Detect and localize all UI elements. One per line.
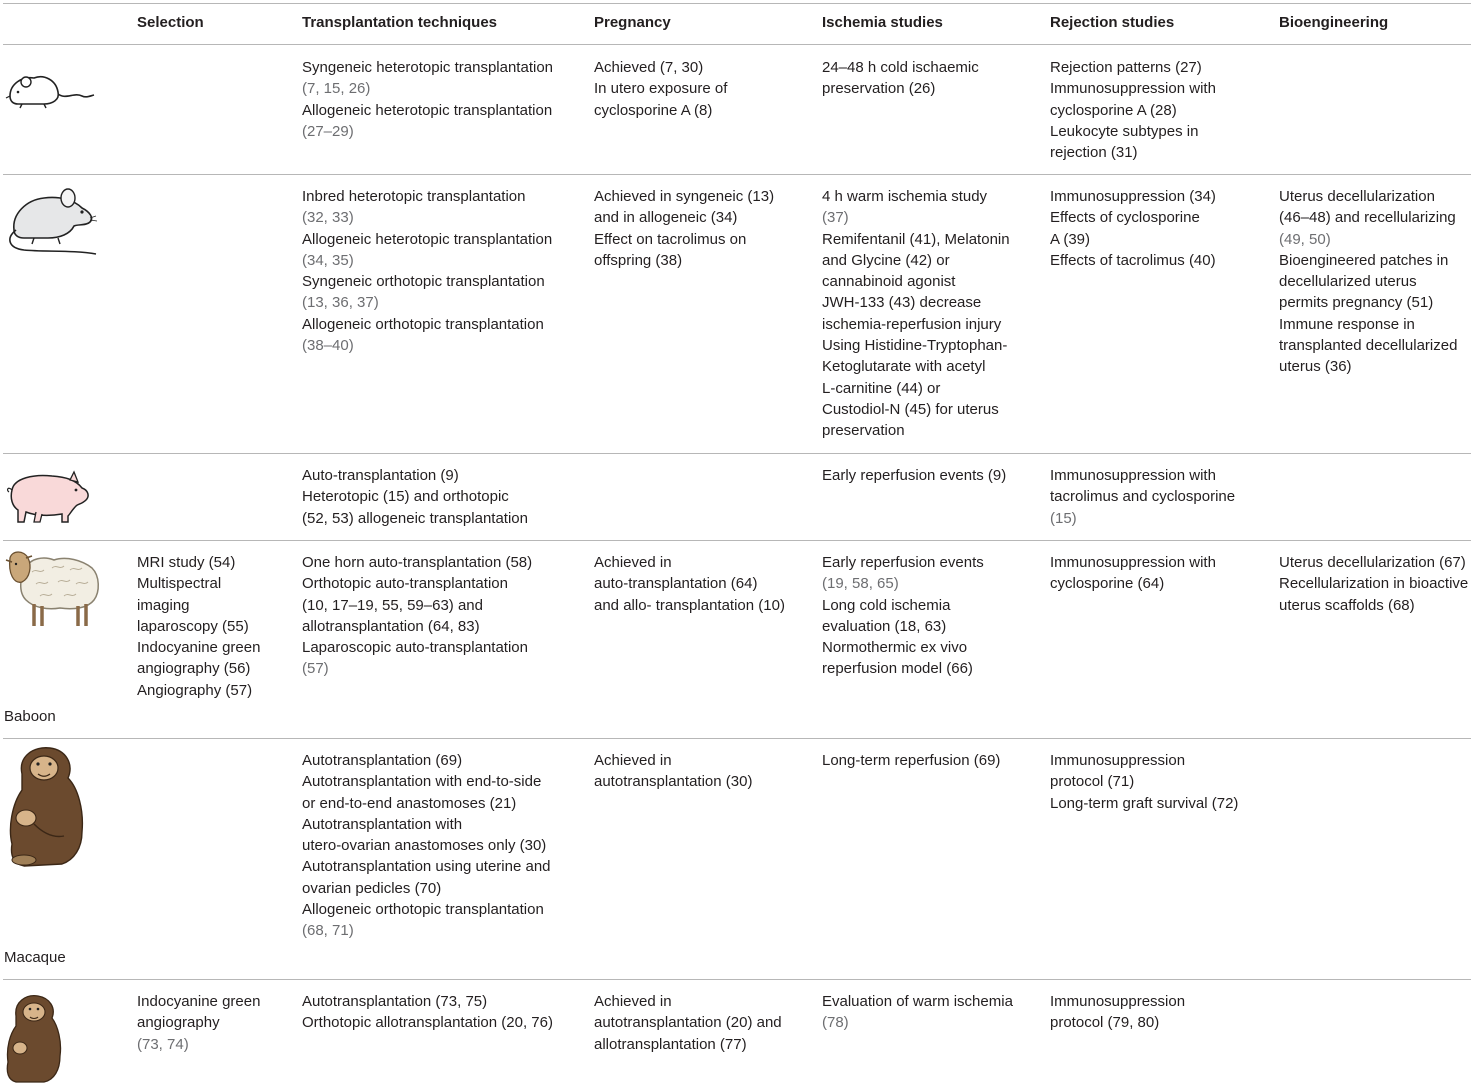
cell-r1-ischemia: 24–48 h cold ischaemic preservation (26) — [822, 59, 979, 98]
cell-r6-ischemia: Evaluation of warm ischemia (78) — [822, 993, 1013, 1032]
cell-r1-pregnancy: Achieved (7, 30) In utero exposure of cyclosporine A (8) — [594, 59, 728, 119]
cell-r2-bioengineering: Uterus decellularization (46–48) and recellularizing (49, 50) Bioengineered patches in decellularized uterus permits pregnancy (51) Immune response in transplanted decellularized uterus (36) — [1279, 188, 1458, 376]
header-rejection: Rejection studies — [1050, 14, 1175, 31]
cell-r4-transplantation: One horn auto-transplantation (58) Orthotopic auto-transplantation (10, 17–19, 55, 59–63) and allotransplantation (64, 83) Laparoscopic auto-transplantation (57) — [302, 554, 533, 678]
cell-r2-rejection: Immunosuppression (34) Effects of cyclosporine A (39) Effects of tacrolimus (40) — [1050, 188, 1216, 269]
cell-r5-transplantation: Autotransplantation (69) Autotransplantation with end-to-side or end-to-end anastomoses (21) Autotransplantation with utero-ovarian anastomoses only (30) Autotransplantation using uterine and ovarian pedicles (70) Allogeneic orthotopic transplantation (68, 71) — [302, 752, 551, 940]
cell-r4-rejection: Immunosuppression with cyclosporine (64) — [1050, 554, 1216, 593]
rule-row-4 — [3, 738, 1471, 739]
rule-row-2 — [3, 453, 1471, 454]
cell-r3-rejection: Immunosuppression with tacrolimus and cyclosporine (15) — [1050, 467, 1236, 527]
rule-row-5 — [3, 979, 1471, 980]
rule-row-1 — [3, 174, 1471, 175]
cell-r1-rejection: Rejection patterns (27) Immunosuppression with cyclosporine A (28) Leukocyte subtypes in rejection (31) — [1050, 59, 1216, 162]
sheep-icon — [4, 548, 102, 628]
cell-r6-transplantation: Autotransplantation (73, 75) Orthotopic allotransplantation (20, 76) — [302, 993, 553, 1032]
row-label-macaque: Macaque — [4, 949, 66, 966]
rule-top — [3, 3, 1471, 4]
cell-r1-transplantation: Syngeneic heterotopic transplantation (7, 15, 26) Allogeneic heterotopic transplantation (27–29) — [302, 59, 554, 140]
cell-r5-pregnancy: Achieved in autotransplantation (30) — [594, 752, 753, 791]
header-bioengineering: Bioengineering — [1279, 14, 1389, 31]
cell-r2-transplantation: Inbred heterotopic transplantation (32, 33) Allogeneic heterotopic transplantation (34, 35) Syngeneic orthotopic transplantation (13, 36, 37) Allogeneic orthotopic transplantation (38–40) — [302, 188, 553, 355]
cell-r3-transplantation: Auto-transplantation (9) Heterotopic (15) and orthotopic (52, 53) allogeneic transplantation — [302, 467, 528, 527]
cell-r6-rejection: Immunosuppression protocol (79, 80) — [1050, 993, 1186, 1032]
header-ischemia: Ischemia studies — [822, 14, 943, 31]
row-label-baboon: Baboon — [4, 708, 56, 725]
cell-r2-ischemia: 4 h warm ischemia study (37) Remifentanil (41), Melatonin and Glycine (42) or cannabinoid agonist JWH-133 (43) decrease ischemia-reperfusion injury Using Histidine-Tryptophan- Ketoglutarate with acetyl L-carnitine (44) or Custodiol-N (45) for uterus preservation — [822, 188, 1010, 440]
rule-row-3 — [3, 540, 1471, 541]
rat-icon — [4, 184, 98, 256]
cell-r4-bioengineering: Uterus decellularization (67) Recellularization in bioactive uterus scaffolds (68) — [1279, 554, 1469, 614]
rule-header — [3, 44, 1471, 45]
chimpanzee-icon — [4, 744, 86, 868]
header-selection: Selection — [137, 14, 204, 31]
header-transplantation: Transplantation techniques — [302, 14, 498, 31]
mouse-icon — [4, 70, 96, 110]
cell-r4-selection: MRI study (54) Multispectral imaging laparoscopy (55) Indocyanine green angiography (56) Angiography (57) — [137, 554, 261, 699]
cell-r6-pregnancy: Achieved in autotransplantation (20) and allotransplantation (77) — [594, 993, 782, 1053]
monkey-icon — [4, 994, 64, 1084]
cell-r2-pregnancy: Achieved in syngeneic (13) and in allogeneic (34) Effect on tacrolimus on offspring (38) — [594, 188, 775, 269]
cell-r5-rejection: Immunosuppression protocol (71) Long-term graft survival (72) — [1050, 752, 1239, 812]
header-pregnancy: Pregnancy — [594, 14, 671, 31]
cell-r4-pregnancy: Achieved in auto-transplantation (64) and allo- transplantation (10) — [594, 554, 785, 614]
cell-r4-ischemia: Early reperfusion events (19, 58, 65) Long cold ischemia evaluation (18, 63) Normothermic ex vivo reperfusion model (66) — [822, 554, 984, 678]
cell-r5-ischemia: Long-term reperfusion (69) — [822, 752, 1001, 769]
cell-r3-ischemia: Early reperfusion events (9) — [822, 467, 1007, 484]
pig-icon — [4, 468, 90, 526]
cell-r6-selection: Indocyanine green angiography (73, 74) — [137, 993, 261, 1053]
